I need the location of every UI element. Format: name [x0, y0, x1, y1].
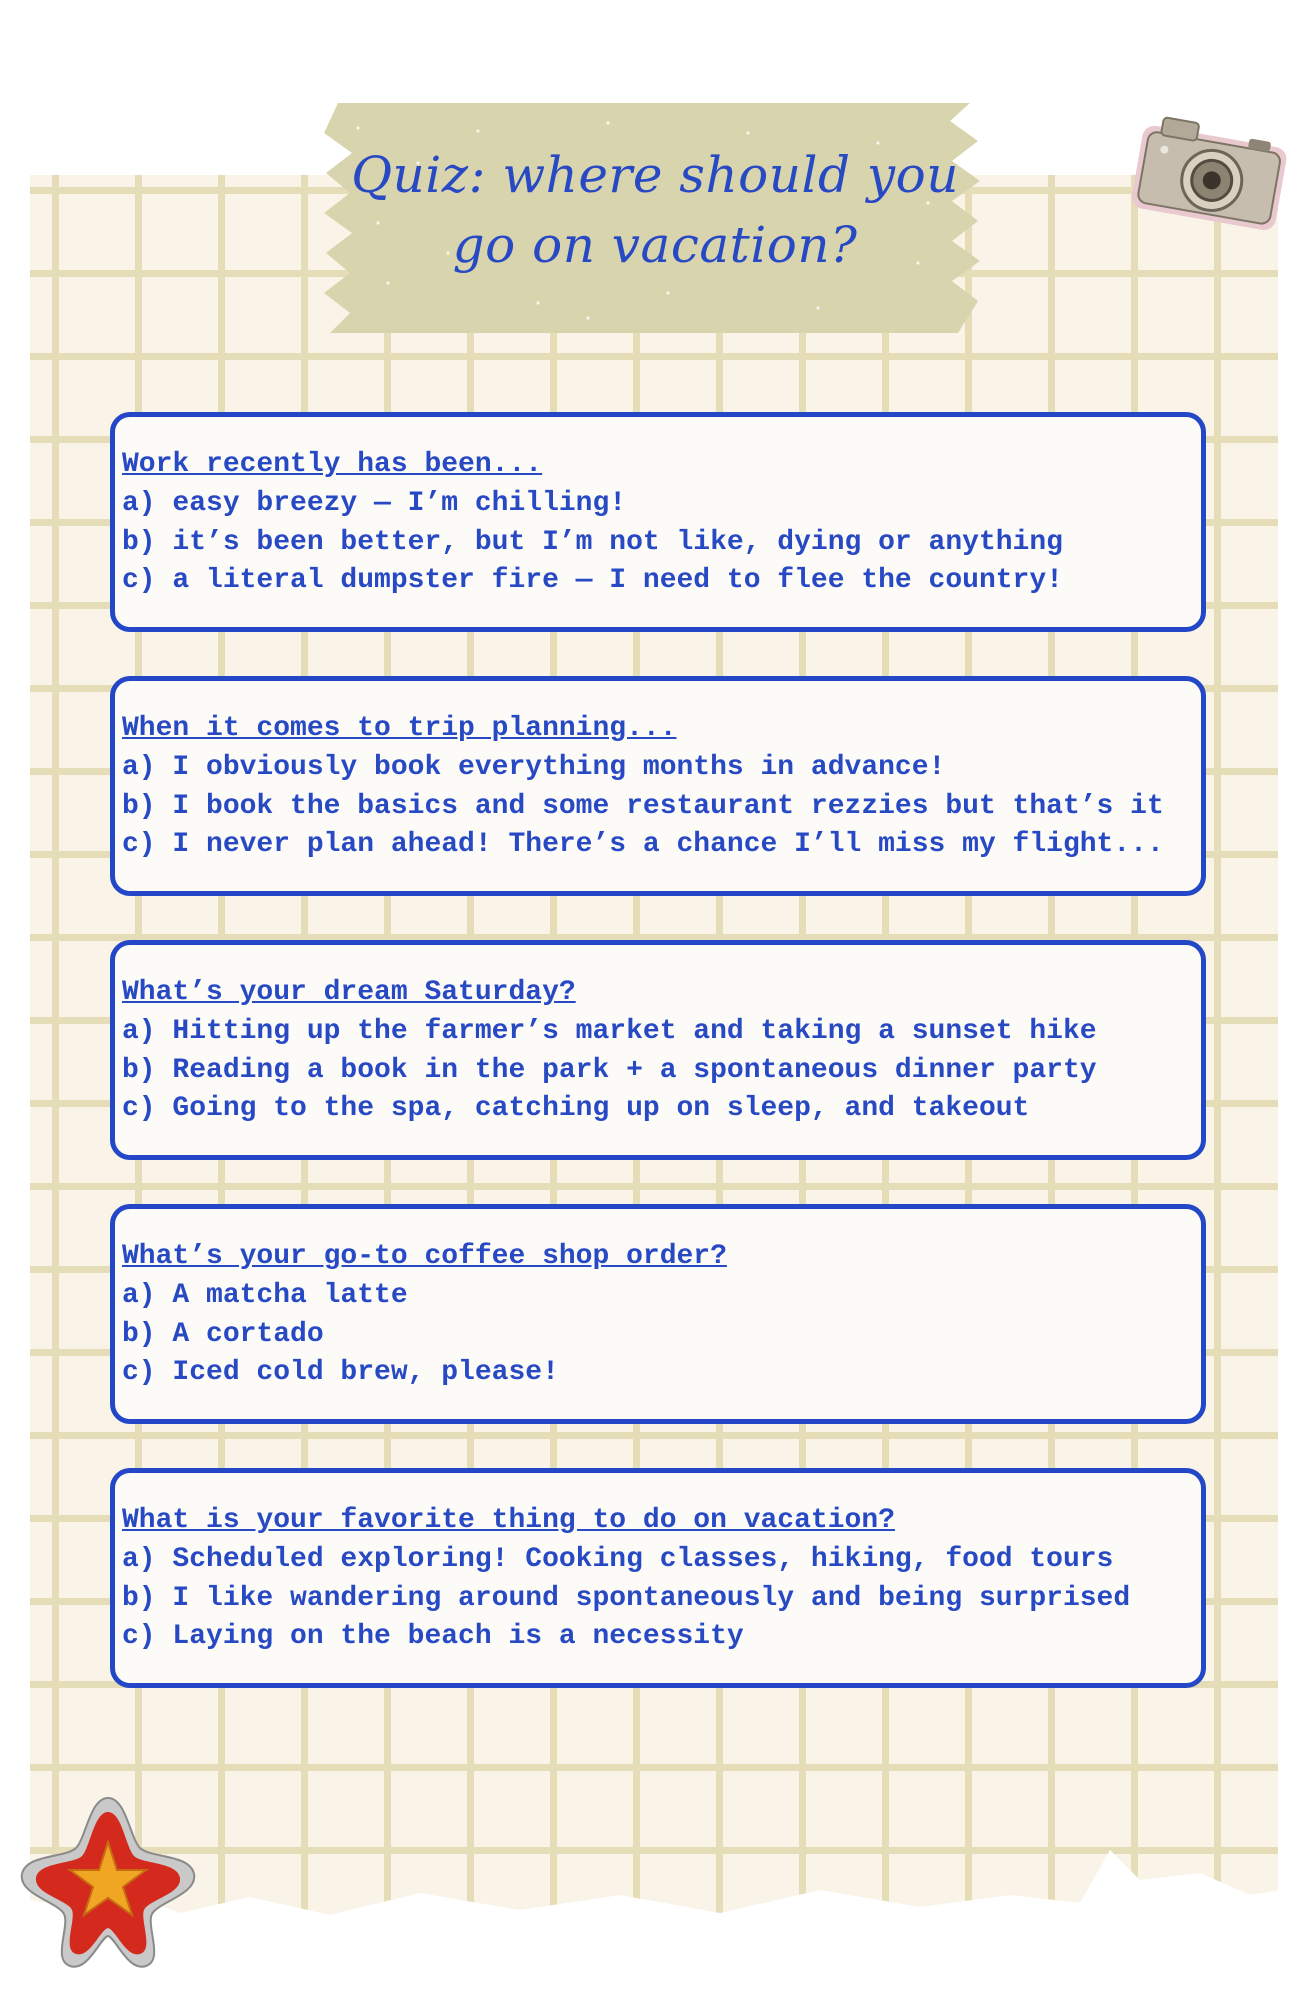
- star-icon: [18, 1790, 198, 1970]
- option-4a[interactable]: a) A matcha latte: [122, 1280, 408, 1311]
- option-2b[interactable]: b) I book the basics and some restaurant rezzies but that’s it: [122, 790, 1164, 822]
- quiz-title-line-2: go on vacation?: [452, 216, 858, 274]
- question-4-text: What’s your go-to coffee shop order?: [122, 1241, 727, 1272]
- option-2a[interactable]: a) I obviously book everything months in advance!: [122, 752, 946, 783]
- question-2-text: When it comes to trip planning...: [122, 713, 677, 744]
- question-1-text: Work recently has been...: [122, 449, 543, 480]
- option-2c[interactable]: c) I never plan ahead! There’s a chance I’ll miss my flight...: [122, 829, 1164, 860]
- option-3b[interactable]: b) Reading a book in the park + a spontaneous dinner party: [122, 1054, 1097, 1086]
- camera-icon: [1125, 108, 1295, 238]
- option-4c[interactable]: c) Iced cold brew, please!: [122, 1357, 559, 1388]
- option-5b[interactable]: b) I like wandering around spontaneously and being surprised: [122, 1582, 1131, 1614]
- question-3-text: What’s your dream Saturday?: [122, 977, 576, 1008]
- question-card-4: [110, 1204, 1206, 1424]
- option-1a[interactable]: a) easy breezy — I’m chilling!: [122, 488, 627, 519]
- option-1b[interactable]: b) it’s been better, but I’m not like, dying or anything: [122, 526, 1063, 558]
- option-3c[interactable]: c) Going to the spa, catching up on sleep, and takeout: [122, 1093, 1030, 1124]
- question-card-2: [110, 676, 1206, 896]
- question-card-1: [110, 412, 1206, 632]
- question-card-5: [110, 1468, 1206, 1688]
- question-card-3: [110, 940, 1206, 1160]
- quiz-title: [340, 140, 970, 280]
- option-1c[interactable]: c) a literal dumpster fire — I need to flee the country!: [122, 565, 1063, 596]
- option-4b[interactable]: b) A cortado: [122, 1318, 324, 1350]
- option-3a[interactable]: a) Hitting up the farmer’s market and taking a sunset hike: [122, 1016, 1097, 1047]
- option-5c[interactable]: c) Laying on the beach is a necessity: [122, 1621, 744, 1652]
- option-5a[interactable]: a) Scheduled exploring! Cooking classes, hiking, food tours: [122, 1544, 1114, 1575]
- quiz-title-line-1: Quiz: where should you: [351, 146, 959, 204]
- question-5-text: What is your favorite thing to do on vacation?: [122, 1505, 895, 1536]
